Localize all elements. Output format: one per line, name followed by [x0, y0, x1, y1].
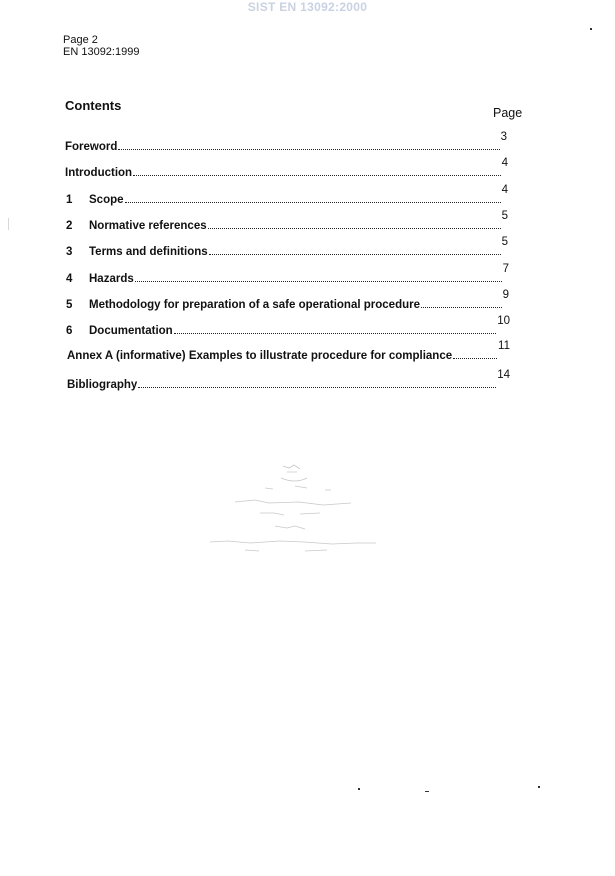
faint-stamp-mark: [205, 458, 390, 558]
toc-entry-normative-references[interactable]: [66, 210, 508, 232]
dot-leader: [421, 307, 502, 308]
toc-entry-number: 4: [66, 273, 73, 285]
toc-entry-number: 3: [66, 246, 73, 258]
dot-leader: [174, 333, 497, 334]
toc-entry-introduction[interactable]: [65, 157, 508, 179]
scan-artifact: [358, 788, 360, 790]
toc-entry-page: 4: [501, 157, 508, 169]
dot-leader: [133, 175, 501, 176]
toc-entry-number: 5: [66, 299, 73, 311]
toc-entry-page: 14: [497, 369, 510, 381]
toc-entry-page: 3: [500, 131, 507, 143]
toc-entry-title: Normative references: [89, 220, 207, 232]
dot-leader: [453, 358, 497, 359]
scan-artifact: [590, 28, 592, 30]
toc-entry-title: Annex A (informative) Examples to illustrate procedure for compliance: [67, 350, 453, 362]
scan-artifact: [425, 791, 429, 792]
toc-entry-hazards[interactable]: [66, 263, 509, 285]
dot-leader: [209, 254, 501, 255]
toc-entry-title: Hazards: [89, 273, 134, 285]
toc-entry-foreword[interactable]: [65, 131, 507, 153]
toc-entry-title: Methodology for preparation of a safe operational procedure: [89, 299, 420, 311]
toc-entry-terms-and-definitions[interactable]: [66, 236, 508, 258]
toc-entry-title: Foreword: [65, 141, 118, 153]
toc-entry-scope[interactable]: [66, 184, 508, 206]
toc-entry-number: 1: [66, 194, 73, 206]
toc-entry-page: 10: [497, 315, 510, 327]
page-number-label: Page 2: [63, 34, 98, 46]
scan-artifact: [8, 218, 9, 230]
toc-entry-title: Scope: [89, 194, 124, 206]
toc-entry-title: Introduction: [65, 167, 133, 179]
toc-entry-title: Bibliography: [67, 379, 138, 391]
dot-leader: [135, 281, 502, 282]
toc-entry-documentation[interactable]: [66, 315, 510, 337]
toc-entry-number: 6: [66, 325, 73, 337]
toc-entry-number: 2: [66, 220, 73, 232]
toc-entry-annex-a[interactable]: [67, 340, 510, 362]
scan-artifact: [538, 786, 540, 788]
watermark-text: SIST EN 13092:2000: [247, 0, 368, 14]
toc-entry-page: 5: [501, 236, 508, 248]
toc-entry-page: 11: [498, 340, 510, 352]
dot-leader: [125, 202, 501, 203]
toc-entry-title: Terms and definitions: [89, 246, 208, 258]
toc-entry-title: Documentation: [89, 325, 173, 337]
page-column-heading: Page: [493, 106, 523, 120]
toc-entry-page: 7: [502, 263, 509, 275]
toc-entry-page: 9: [502, 289, 509, 301]
dot-leader: [138, 387, 496, 388]
toc-entry-bibliography[interactable]: [67, 369, 510, 391]
toc-entry-page: 5: [501, 210, 508, 222]
toc-entry-page: 4: [501, 184, 508, 196]
dot-leader: [208, 228, 501, 229]
document-reference: EN 13092:1999: [63, 46, 140, 58]
dot-leader: [118, 149, 499, 150]
toc-entry-methodology[interactable]: [66, 289, 509, 311]
contents-heading: Contents: [65, 98, 122, 113]
